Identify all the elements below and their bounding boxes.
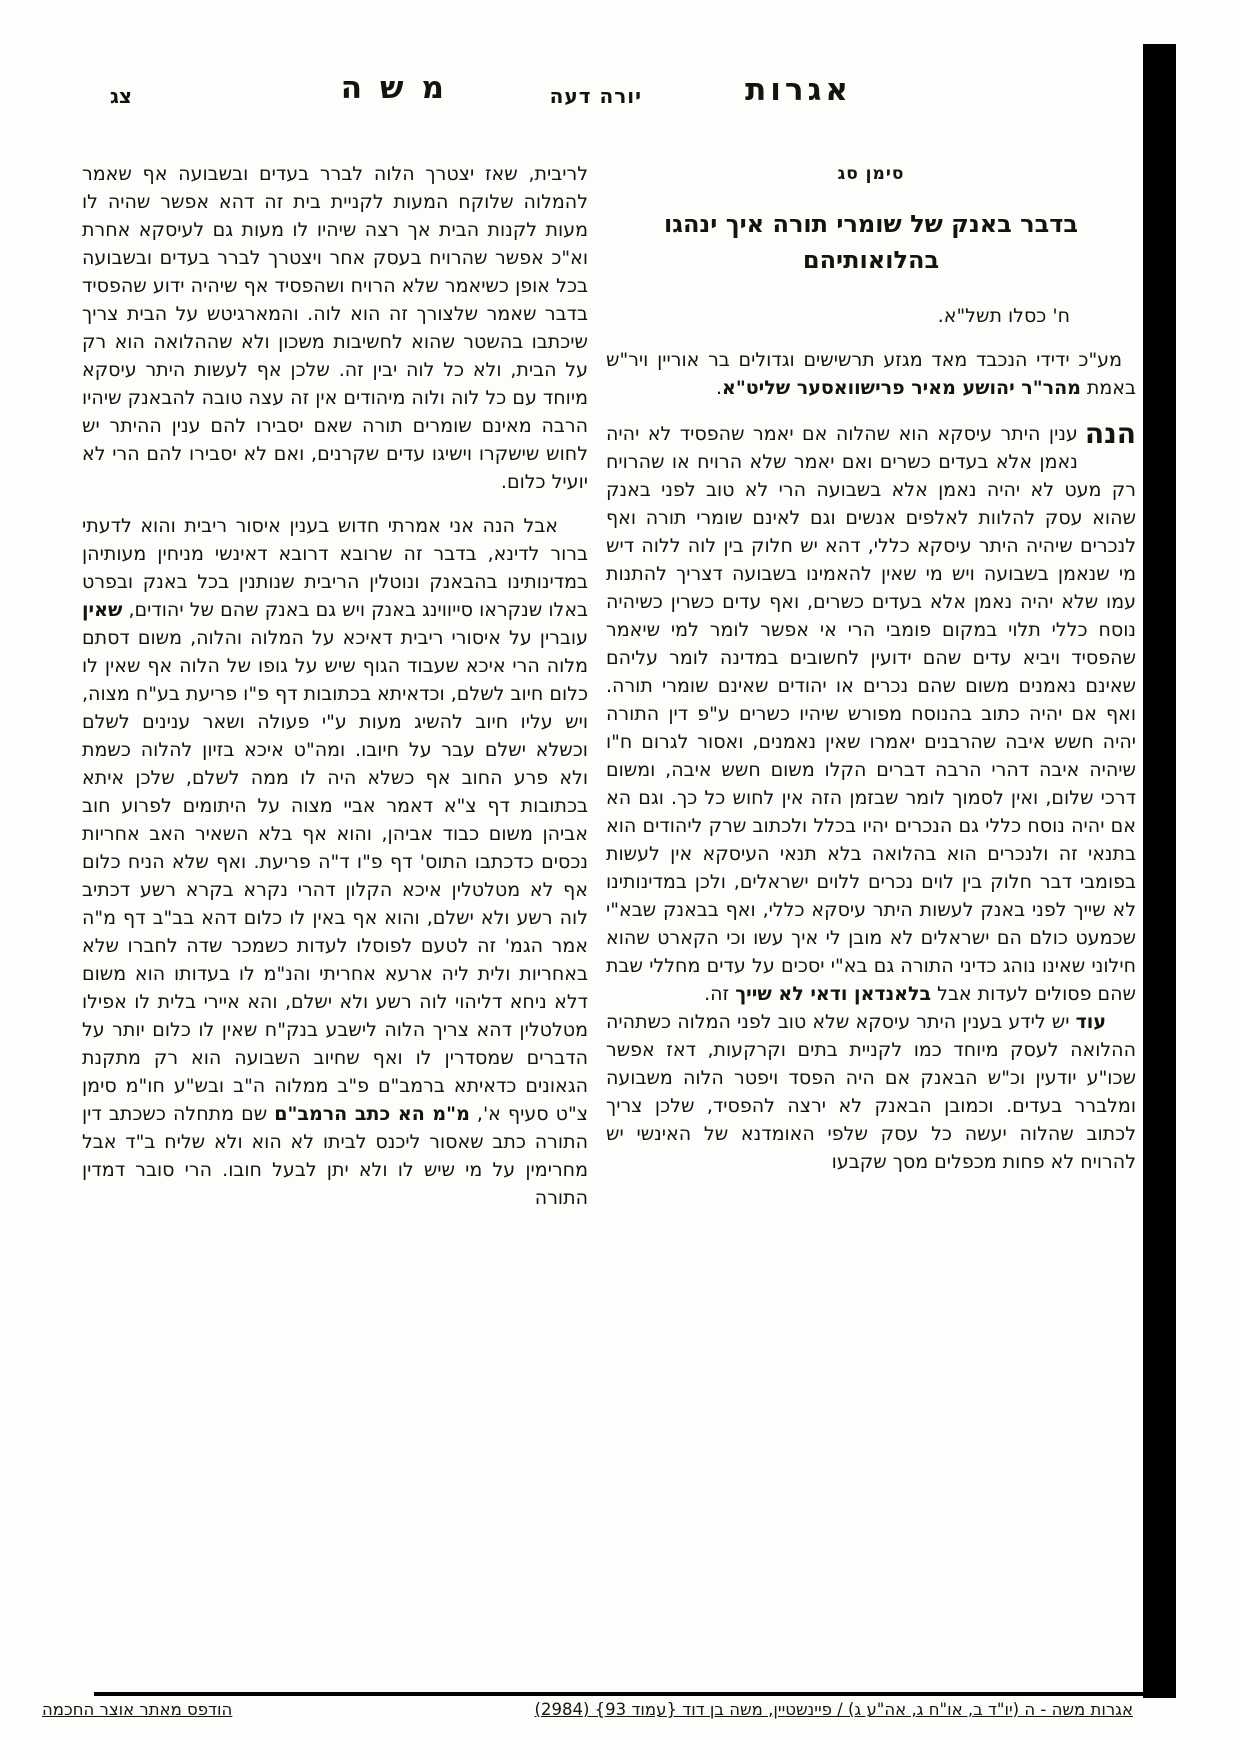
page-number-hebrew: צג [110,84,132,108]
body-paragraph-4: אבל הנה אני אמרתי חדוש בענין איסור ריבית והוא לדעתי ברור לדינא, בדבר זה שרובא דרובא דאינשי מניחין מעותיהן במדינותינו בהבאנק ונוטלין הריבית שנותנין בכל באנק ובפרט באלו שנקראו סייווינג באנק ויש גם באנק שהם של יהודים, שאין עוברין על איסורי ריבית דאיכא על המלוה והלוה, משום דסתם מלוה הרי איכא שעבוד הגוף שיש על גופו של הלוה אף שאין לו כלום חיוב לשלם, וכדאיתא בכתובות דף פ"ו פריעת בע"ח מצוה, ויש עליו חיוב להשיג מעות ע"י פעולה ושאר ענינים לשלם וכשלא ישלם עבר על חיובו. ומה"ט איכא בזיון להלוה כשמת ולא פרע החוב אף כשלא היה לו ממה לשלם, שלכן איתא בכתובות דף צ"א דאמר אביי מצוה על היתומים לפרוע חוב אביהן משום כבוד אביהן, והוא אף בלא השאיר האב אחריות נכסים כדכתבו התוס' דף פ"ו ד"ה פריעת. ואף שלא הניח כלום אף לא מטלטלין איכא הקלון דהרי נקרא בקרא רשע דכתיב לוה רשע ולא ישלם, והוא אף באין לו כלום דהא בב"ב דף מ"ה אמר הגמ' זה לטעם לפוסלו לעדות כשמכר שדה לחברו שלא באחריות ולית ליה ארעא אחריתי והנ"מ לו בעדותו הוא משום דלא ניחא דליהוי לוה רשע ולא ישלם, והא איירי בלית לו אפילו מטלטלין דהא צריך הלוה לישבע בנק"ח שאין לו כלום יותר על הדברים שמסדרין לו ואף שחיוב השבועה הוא רק מתקנת הגאונים כדאיתא ברמב"ם פ"ב ממלוה ה"ב ובש"ע חו"מ סימן צ"ט סעיף א', מ"מ הא כתב הרמב"ם שם מתחלה כשכתב דין התורה כתב שאסור ליכנס לביתו לא הוא ולא שליח ב"ד אבל מחרימין על מי שיש לו ולא יתן לבעל חובו. הרי סובר דמדין התורה [82,515,589,1209]
column-left [82,160,588,1212]
date-line: ח' כסלו תשל"א. [937,305,1070,327]
paragraph-lead-word: הנה [1084,417,1136,450]
book-title-moshe: משה [340,70,462,106]
body-paragraph-2: עוד יש לידע בענין היתר עיסקא שלא טוב לפני המלוה כשתהיה ההלואה לעסק מיוחד כמו לקניית בתים וקרקעות, דאז אפשר שכו"ע יודעין וכ"ש הבאנק אם היה הפסד ויפטר הלוה משבועה ומלברר בעדים. וכמובן הבאנק לא ירצה להפסיד, שלכן צריך לכתוב שהלוה יעשה כל עסק שלפי האומדנא של האינשי יש להרויח לא פחות מכפלים מסך שקבעו [606,1011,1136,1173]
scan-edge-bar [1143,44,1176,1698]
footer-divider-rule [94,1692,1144,1696]
footer-source-link[interactable]: אגרות משה - ה (יו"ד ב, או"ח ג, אה"ע ג) / פיינשטיין, משה בן דוד {עמוד 93} (2984) [534,1700,1133,1719]
section-yoreh-deah: יורה דעה [549,84,642,108]
book-title-igrot: אגרות [745,72,852,108]
paragraph-text: ענין היתר עיסקא הוא שהלוה אם יאמר שהפסיד לא יהיה נאמן אלא בעדים כשרים ואם יאמר שלא הרויח או שהרויח רק מעט לא יהיה נאמן אלא בשבועה הרי לא טוב לפני באנק שהוא עסק להלוות לאלפים אנשים וגם לאינם שומרי תורה ואף לנכרים שיהיה היתר עיסקא כללי, דהא יש חלוק בין לוה ללוה דיש מי שנאמן בשבועה ויש מי שאין להאמינו בשבועה דצריך להתנות עמו שלא יהיה נאמן אלא בעדים כשרים, ואף עדים כשרין כשיהיה נוסח כללי תלוי במקום פומבי הרי אי אפשר לומר למי שיאמר שהפסיד ויביא עדים שהם ידועין לחשובים במדינה לומר עליהם שאינם נאמנים משום שהם נכרים או יהודים שאינם שומרי תורה. ואף אם יהיה כתוב בהנוסח מפורש שיהיו כשרים ע"פ דין התורה יהיה חשש איבה שהרבנים יאמרו שאין נאמנים, ואסור לגרום ח"ו שיהיה איבה דהרי הרבה דברים הקלו משום חשש איבה, ומשום דרכי שלום, ואין לסמוך לומר שבזמן הזה אין לחוש כל כך. וגם הא אם יהיה נוסח כללי גם הנכרים יהיו בכלל ולכתוב שרק ליהודים הוא בתנאי זה ולנכרים הוא בהלואה בלא תנאי העיסקא אין לעשות בפומבי דבר חלוק בין לוים נכרים ללוים ישראלים, ולכן במדינותינו לא שייך לפני באנק לעשות היתר עיסקא כללי, ואף בבאנק שבא"י שכמעט כולם הם ישראלים לא מובן לי איך עשו וכי הקארט שהוא חילוני שאינו נוהג כדיני התורה גם בא"י יסכים על עדים מחללי שבת שהם פסולים לעדות אבל בלאנדאן ודאי לא שייך זה. [606,423,1136,1005]
body-paragraph-1 [606,417,1136,1008]
column-right [606,160,1136,1176]
body-paragraph-3: לריבית, שאז יצטרך הלוה לברר בעדים ובשבועה אף שאמר להמלוה שלוקח המעות לקניית בית זה דהא אפשר שהיה לו מעות לקנות הבית אך רצה שיהיו לו מעות גם לעיסקא אחרת וא"כ אפשר שהרויח בעסק אחר ויצטרך לברר בעדים ובשבועה בכל אופן כשיאמר שלא הרויח ושהפסיד אף שיהיה ידוע שהפסיד בדבר שאמר שלצורך זה הוא לוה. והמארגיטש על הבית צריך שיכתבו בהשטר שהוא לחשיבות משכון ולא שההלואה הוא רק על הבית, ולא כל לוה יבין זה. שלכן אף לעשות היתר עיסקא מיוחד עם כל לוה ולוה מיהודים אין זה עצה טובה להבאנק שיהיו הרבה מאינם שומרים תורה שאם יסבירו להם ענין ההיתר יש לחוש שישקרו וישיגו עדים שקרנים, ואם לא יסבירו להם הרי לא יועיל כלום. [82,163,588,493]
responsum-title: בדבר באנק של שומרי תורה איך ינהגו בהלואותיהם [663,210,1079,274]
footer-credit-link[interactable]: הודפס מאתר אוצר החכמה [42,1700,233,1719]
siman-label: סימן סג [837,164,905,184]
salutation-paragraph: מע"כ ידידי הנכבד מאד מגזע תרשישים וגדולים בר אוריין ויר"ש באמת מהר"ר יהושע מאיר פרישוואסער שליט"א. [606,349,1136,399]
